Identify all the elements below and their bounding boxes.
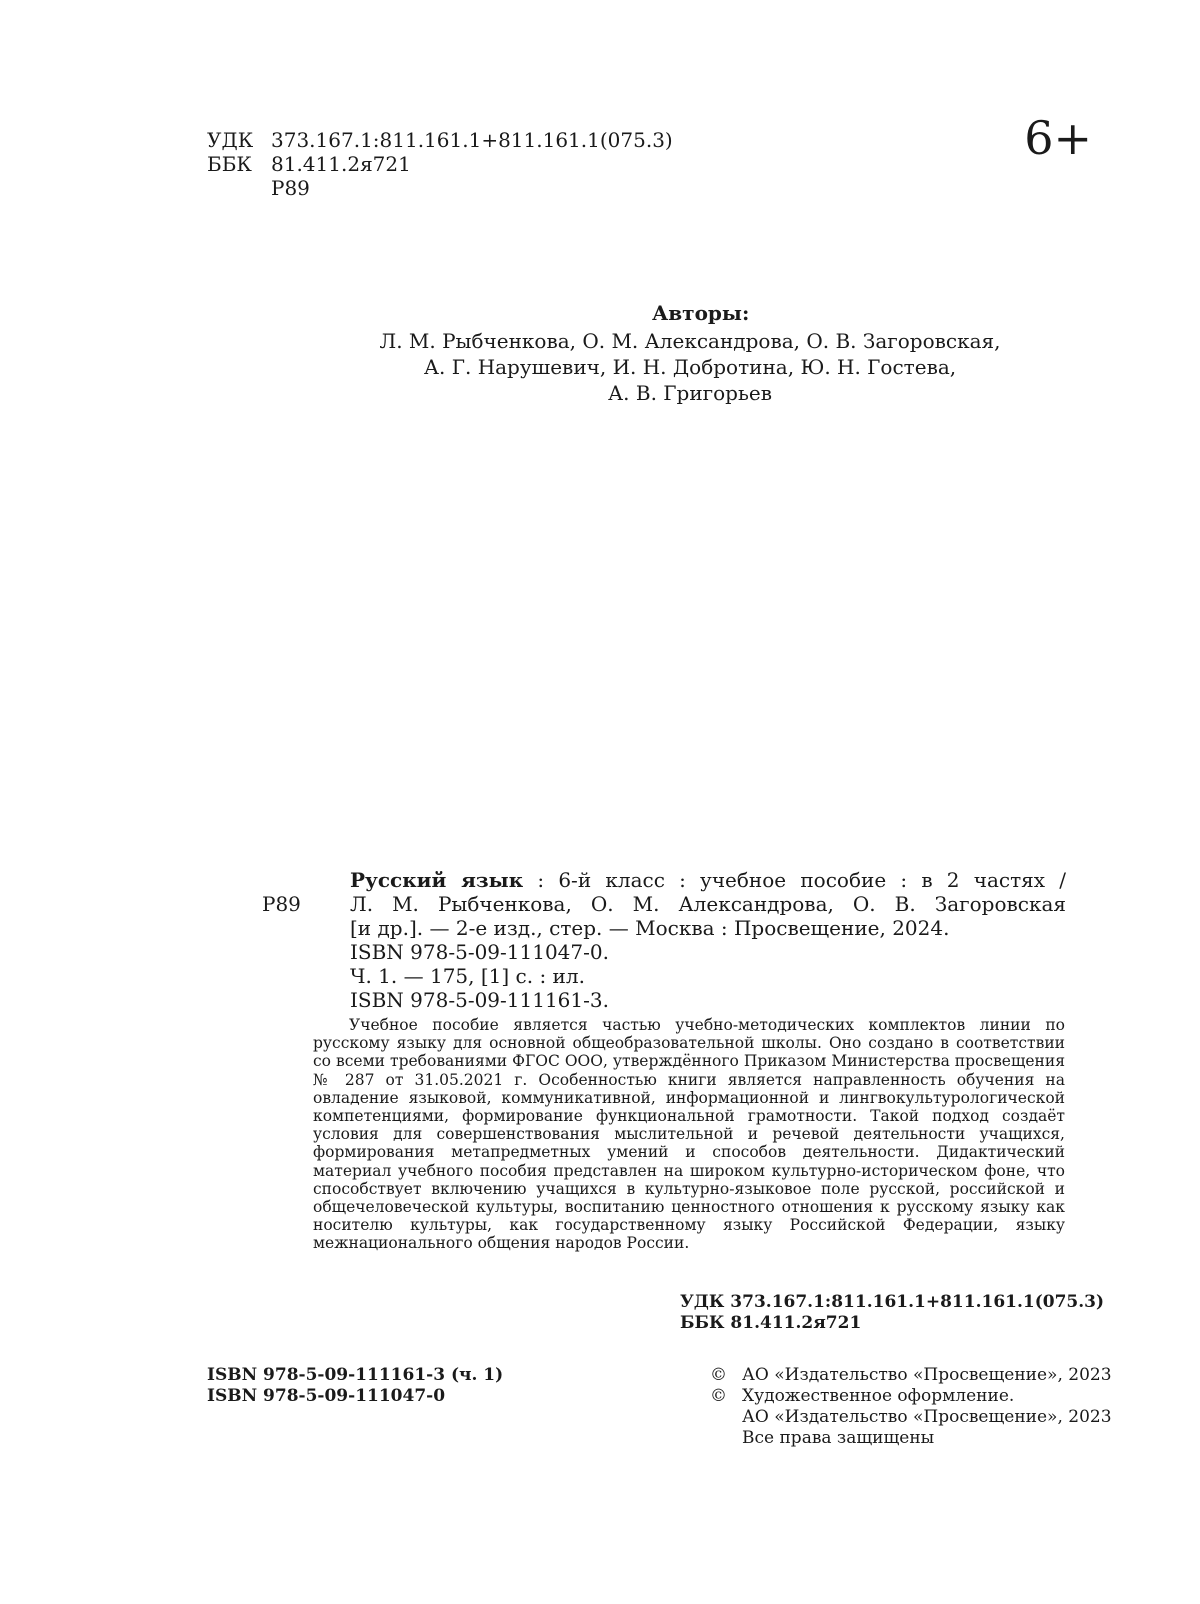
bib-line-1-rest: : 6-й класс : учебное пособие : в 2 частях / [523, 868, 1066, 892]
bib-line-3: [и др.]. — 2-е изд., стер. — Москва : Просвещение, 2024. [350, 916, 950, 940]
bbk-row [207, 152, 673, 176]
authors-line-2: А. Г. Нарушевич, И. Н. Добротина, Ю. Н. Гостева, [423, 355, 957, 379]
isbn-footer-line-1: ISBN 978-5-09-111161-3 (ч. 1) [207, 1365, 504, 1385]
copyright-row-3 [710, 1407, 1112, 1428]
age-rating: 6+ [1024, 111, 1092, 165]
copyright-row-1 [710, 1365, 1112, 1386]
udk-row [207, 128, 673, 152]
copyright-row-4 [710, 1428, 1112, 1449]
copyright-line-4: Все права защищены [742, 1428, 935, 1448]
classification-footer [680, 1292, 1104, 1334]
annotation: Учебное пособие является частью учебно-методических комплектов линии по русскому языку для основной общеобразовательной школы. Оно создано в соответствии со всеми требованиями ФГОС ООО, утверждённого Приказом Министерства просвещения № 287 от 31.05.2021 г. Особенностью книги является направленность обучения на овладение языковой, коммуникативной, информационной и лингвокультурологической компетенциями, формирование функциональной грамотности. Такой подход создаёт условия для совершенствования мыслительной и речевой деятельности учащихся, формирования метапредметных умений и способов деятельности. Дидактический материал учебного пособия представлен на широком культурно-историческом фоне, что способствует включению учащихся в культурно-языковое поле русской, российской и общечеловеческой культуры, воспитанию ценностного отношения к русскому языку как носителю культуры, как государственному языку Российской Федерации, языку межнационального общения народов России. [313, 1016, 1065, 1253]
authors-line-3: А. В. Григорьев [608, 381, 772, 405]
authors-line-1: Л. М. Рыбченкова, О. М. Александрова, О. В. Загоровская, [379, 329, 1001, 353]
classification-header [207, 128, 673, 200]
isbn-footer-line-2: ISBN 978-5-09-111047-0 [207, 1386, 446, 1406]
bib-isbn-part: ISBN 978-5-09-111161-3. [350, 988, 609, 1012]
copyright-line-1: АО «Издательство «Просвещение», 2023 [742, 1365, 1112, 1385]
udk-label: УДК [207, 128, 254, 152]
copyright-row-2 [710, 1386, 1112, 1407]
bib-author-mark: Р89 [262, 892, 301, 916]
copyright-block [710, 1365, 1112, 1449]
copyright-line-3: АО «Издательство «Просвещение», 2023 [742, 1407, 1112, 1427]
bib-line-2: Л. М. Рыбченкова, О. М. Александрова, О. В. Загоровская [350, 892, 1066, 916]
authors-list [330, 328, 1050, 406]
bbk-label: ББК [207, 152, 252, 176]
copyright-symbol: © [710, 1386, 727, 1406]
author-mark: Р89 [271, 176, 310, 200]
footer-bbk: ББК 81.411.2я721 [680, 1313, 862, 1333]
bibliographic-record [350, 868, 1066, 1012]
copyright-symbol: © [710, 1365, 727, 1385]
bbk-value: 81.411.2я721 [271, 152, 411, 176]
bib-line-1 [350, 868, 1066, 892]
copyright-line-2: Художественное оформление. [742, 1386, 1015, 1406]
authors-heading: Авторы: [652, 301, 750, 325]
bib-isbn-full: ISBN 978-5-09-111047-0. [350, 940, 609, 964]
bib-part: Ч. 1. — 175, [1] с. : ил. [350, 964, 585, 988]
udk-value: 373.167.1:811.161.1+811.161.1(075.3) [271, 128, 673, 152]
book-title: Русский язык [350, 868, 524, 892]
isbn-footer [207, 1365, 503, 1407]
footer-udk: УДК 373.167.1:811.161.1+811.161.1(075.3) [680, 1292, 1105, 1312]
author-mark-row [207, 176, 673, 200]
